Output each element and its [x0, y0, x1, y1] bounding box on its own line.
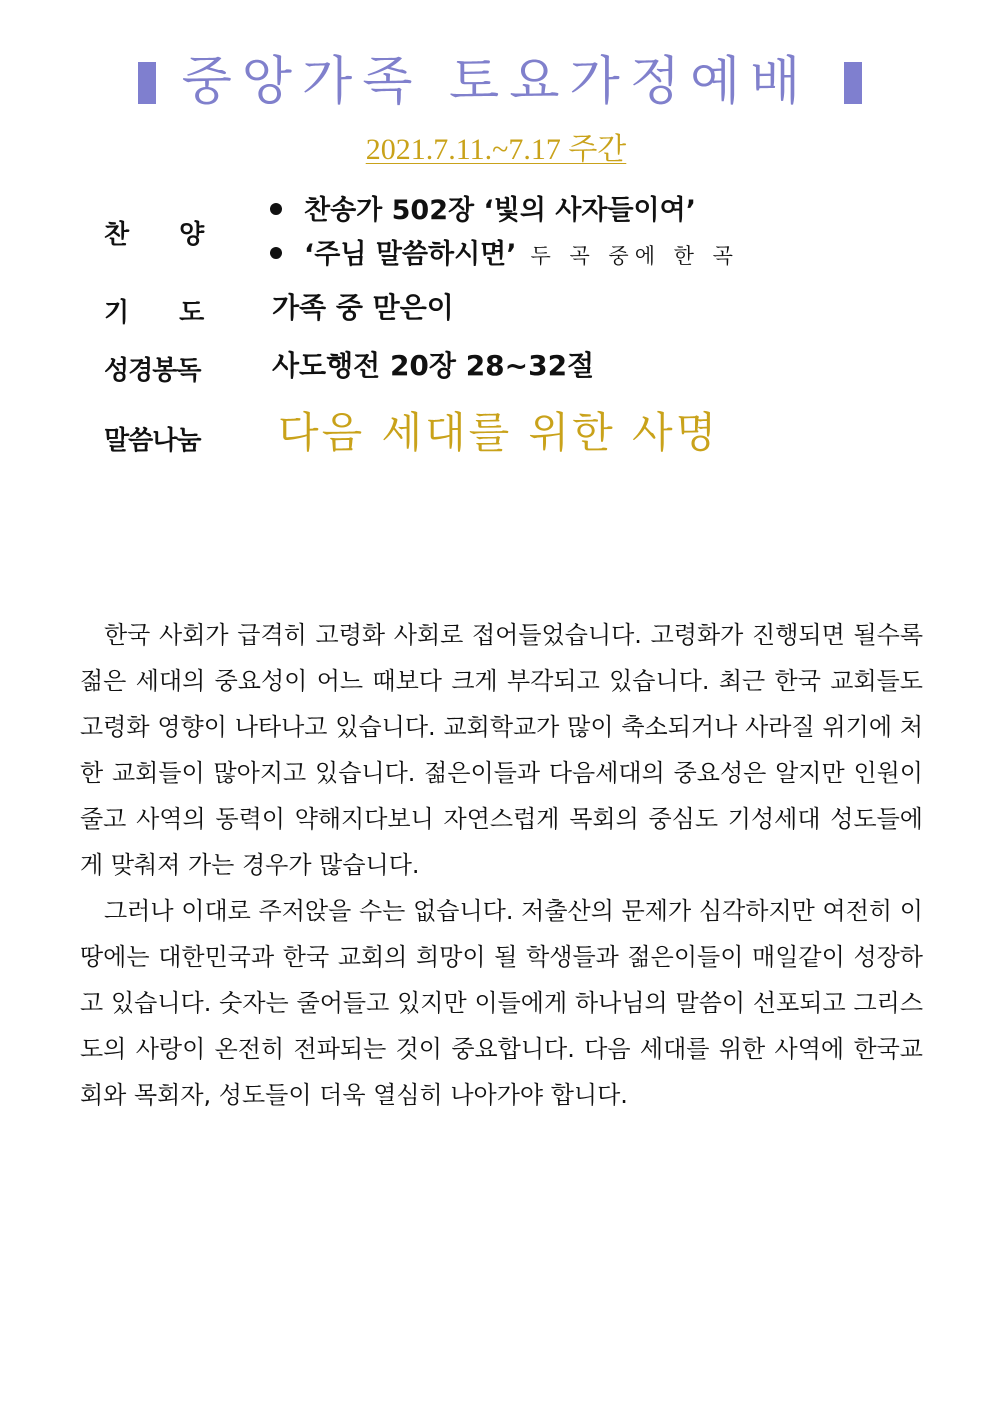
sermon-body: [80, 612, 923, 1118]
praise-item-1: [270, 192, 696, 230]
body-paragraph-1: 한국 사회가 급격히 고령화 사회로 접어들었습니다. 고령화가 진행되면 될수록 젊은 세대의 중요성이 어느 때보다 크게 부각되고 있습니다. 최근 한국 교회들도 고령화 영향이 나타나고 있습니다. 교회학교가 많이 축소되거나 사라질 위기에 처한 교회들이 많아지고 있습니다. 젊은이들과 다음세대의 중요성은 알지만 인원이 줄고 사역의 동력이 약해지다보니 자연스럽게 목회의 중심도 기성세대 성도들에게 맞춰져 가는 경우가 많습니다.: [80, 621, 923, 879]
bullet-icon: [270, 203, 282, 215]
date-range: [0, 130, 992, 170]
prayer-label: 기도: [104, 298, 255, 328]
praise-item-2-text: ‘주님 말씀하시면’: [304, 239, 517, 270]
body-paragraph-2: 그러나 이대로 주저앉을 수는 없습니다. 저출산의 문제가 심각하지만 여전히 이 땅에는 대한민국과 한국 교회의 희망이 될 학생들과 젊은이들이 매일같이 성장하고 있습니다. 숫자는 줄어들고 있지만 이들에게 하나님의 말씀이 선포되고 그리스도의 사랑이 온전히 전파되는 것이 중요합니다. 다음 세대를 위한 사역에 한국교회와 목회자, 성도들이 더욱 열심히 나아가야 합니다.: [80, 897, 923, 1109]
praise-item-1-text: 찬송가 502장 ‘빛의 사자들이여’: [304, 195, 696, 226]
bullet-icon: [270, 247, 282, 259]
praise-item-2-note: 두 곡 중에 한 곡: [530, 244, 739, 268]
page-title: 중앙가족 토요가정예배: [181, 52, 811, 112]
title-row: [0, 40, 992, 120]
prayer-value: 가족 중 맏은이: [272, 291, 454, 324]
title-bar-right: [844, 62, 862, 104]
sermon-label: 말씀나눔: [104, 426, 201, 456]
reading-value: 사도행전 20장 28~32절: [272, 349, 595, 382]
sermon-title: 다음 세대를 위한 사명: [278, 408, 720, 457]
praise-label: 찬양: [104, 220, 255, 250]
praise-item-2: [270, 236, 739, 275]
date-range-text: 2021.7.11.~7.17 주간: [365, 133, 627, 166]
reading-label: 성경봉독: [104, 356, 201, 386]
